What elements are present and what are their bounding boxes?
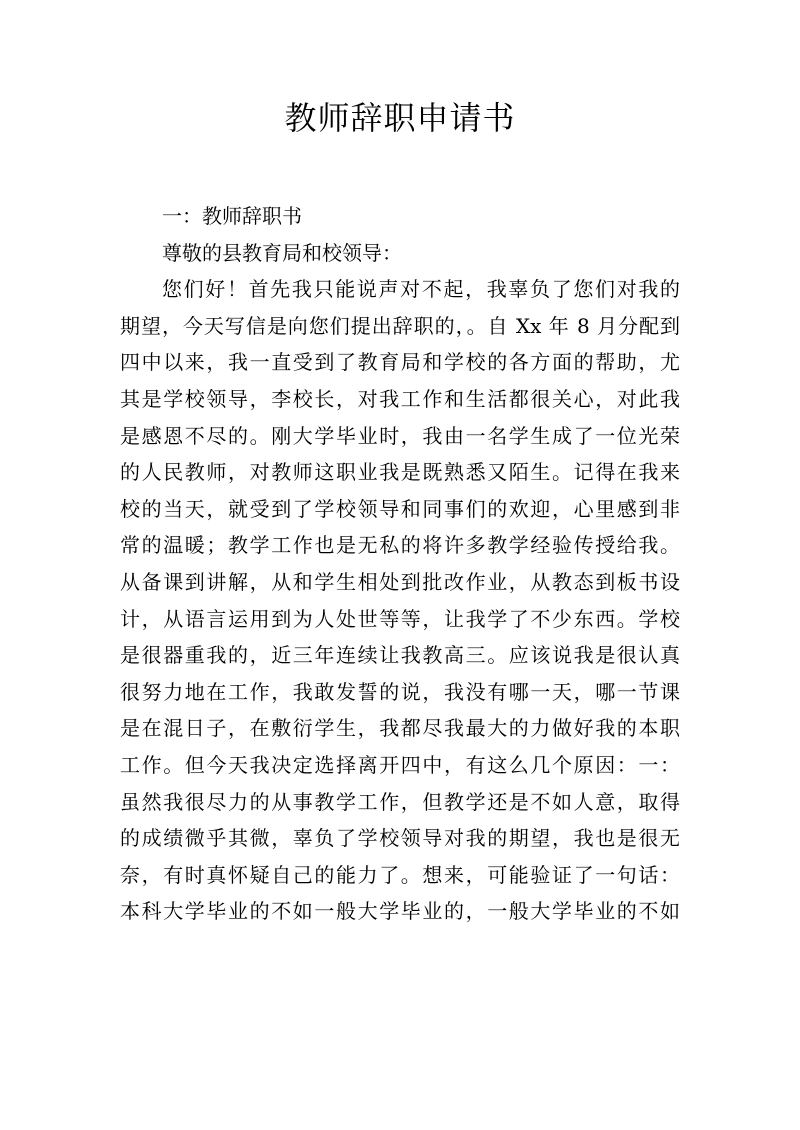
body-line: 的成绩微乎其微，辜负了学校领导对我的期望，我也是很无	[120, 826, 680, 851]
body-line: 期望，今天写信是向您们提出辞职的，。自 Xx 年 8 月分配到	[120, 313, 680, 338]
body-paragraph	[120, 271, 680, 930]
body-line: 您们好！首先我只能说声对不起，我辜负了您们对我的	[162, 277, 680, 302]
body-line: 的人民教师，对教师这职业我是既熟悉又陌生。记得在我来	[120, 460, 680, 485]
body-line: 从备课到讲解，从和学生相处到批改作业，从教态到板书设	[120, 569, 680, 594]
body-line: 计，从语言运用到为人处世等等，让我学了不少东西。学校	[120, 606, 680, 631]
body-line: 是感恩不尽的。刚大学毕业时，我由一名学生成了一位光荣	[120, 423, 680, 448]
document-body	[120, 198, 680, 930]
section-heading: 一：教师辞职书	[162, 204, 302, 228]
body-line: 四中以来，我一直受到了教育局和学校的各方面的帮助，尤	[120, 350, 680, 375]
salutation: 尊敬的县教育局和校领导：	[162, 240, 402, 265]
body-line: 很努力地在工作，我敢发誓的说，我没有哪一天，哪一节课	[120, 679, 680, 704]
body-line: 虽然我很尽力的从事教学工作，但教学还是不如人意，取得	[120, 789, 680, 814]
body-line: 校的当天，就受到了学校领导和同事们的欢迎，心里感到非	[120, 496, 680, 521]
document-title: 教师辞职申请书	[284, 99, 516, 137]
body-line: 本科大学毕业的不如一般大学毕业的，一般大学毕业的不如	[120, 899, 680, 924]
body-line: 工作。但今天我决定选择离开四中，有这么几个原因：一：	[120, 752, 680, 777]
body-line: 奈，有时真怀疑自己的能力了。想来，可能验证了一句话：	[120, 862, 680, 887]
body-line: 是很器重我的，近三年连续让我教高三。应该说我是很认真	[120, 643, 680, 668]
body-line: 常的温暖；教学工作也是无私的将许多教学经验传授给我。	[120, 533, 680, 558]
body-line: 是在混日子，在敷衍学生，我都尽我最大的力做好我的本职	[120, 716, 680, 741]
body-line: 其是学校领导，李校长，对我工作和生活都很关心，对此我	[120, 386, 680, 411]
